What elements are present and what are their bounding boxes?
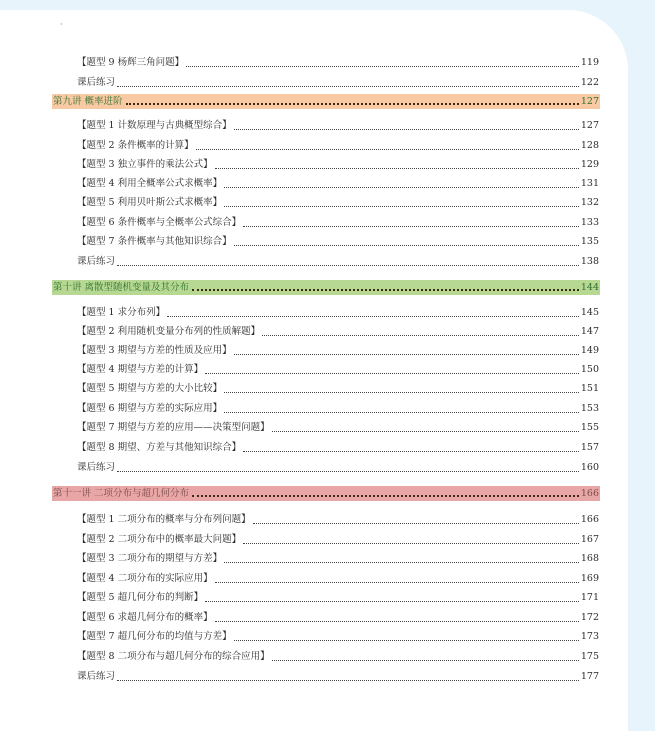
toc-entry-title: 【题型 8 期望、方差与其他知识综合】 xyxy=(77,442,242,453)
toc-entry-page: 129 xyxy=(580,159,599,170)
toc-entry[interactable] xyxy=(77,344,599,358)
leader-dots xyxy=(186,66,579,67)
leader-dots xyxy=(117,265,579,266)
toc-entry-page: 169 xyxy=(580,573,599,584)
toc-entry-page: 151 xyxy=(580,383,599,394)
toc-entry-title: 【题型 1 求分布列】 xyxy=(77,307,166,318)
chapter-heading-10[interactable] xyxy=(52,280,600,295)
chapter-page: 127 xyxy=(580,96,599,107)
leader-dots xyxy=(243,543,579,544)
leader-dots xyxy=(253,523,579,524)
toc-entry-page: 128 xyxy=(580,140,599,151)
toc-entry-page: 150 xyxy=(580,364,599,375)
toc-entry-title: 【题型 7 期望与方差的应用——决策型问题】 xyxy=(77,422,270,433)
leader-dots xyxy=(117,680,579,681)
chapter-page: 166 xyxy=(580,488,599,499)
toc-entry-title: 【题型 2 二项分布中的概率最大问题】 xyxy=(77,534,242,545)
toc-entry-page: 135 xyxy=(580,236,599,247)
toc-entry-page: 133 xyxy=(580,217,599,228)
toc-entry-title: 【题型 4 利用全概率公式求概率】 xyxy=(77,178,223,189)
leader-dots xyxy=(224,412,579,413)
leader-dots xyxy=(234,640,579,641)
leader-dots xyxy=(234,129,579,130)
toc-entry[interactable] xyxy=(77,402,599,416)
toc-entry-page: 132 xyxy=(580,197,599,208)
leader-dots xyxy=(205,373,579,374)
toc-entry-page: 167 xyxy=(580,534,599,545)
toc-entry-page: 171 xyxy=(580,592,599,603)
leader-dots xyxy=(196,149,579,150)
toc-entry-page: 153 xyxy=(580,403,599,414)
chapter-heading-11[interactable] xyxy=(52,486,600,501)
leader-dots xyxy=(243,226,579,227)
toc-entry-title: 【题型 5 超几何分布的判断】 xyxy=(77,592,204,603)
toc-entry[interactable] xyxy=(77,158,599,172)
toc-entry-title: 【题型 7 条件概率与其他知识综合】 xyxy=(77,236,232,247)
toc-entry-title: 课后练习 xyxy=(77,256,116,267)
leader-dots xyxy=(167,316,579,317)
toc-entry-title: 【题型 6 求超几何分布的概率】 xyxy=(77,612,213,623)
toc-entry-page: 155 xyxy=(580,422,599,433)
toc-entry[interactable] xyxy=(77,461,599,475)
chapter-heading-9[interactable] xyxy=(52,94,600,109)
toc-entry-title: 【题型 1 计数原理与古典概型综合】 xyxy=(77,120,232,131)
chapter-title: 第九讲 概率进阶 xyxy=(53,96,123,107)
toc-entry[interactable] xyxy=(77,363,599,377)
chapter-title: 第十讲 离散型随机变量及其分布 xyxy=(53,282,190,293)
leader-dots xyxy=(272,660,579,661)
toc-entry[interactable] xyxy=(77,56,599,70)
leader-dots xyxy=(126,103,579,105)
toc-entry[interactable] xyxy=(77,572,599,586)
toc-entry[interactable] xyxy=(77,533,599,547)
toc-entry-page: 119 xyxy=(580,57,599,68)
toc-entry[interactable] xyxy=(77,139,599,153)
toc-entry-title: 课后练习 xyxy=(77,671,116,682)
toc-entry[interactable] xyxy=(77,591,599,605)
toc-entry-page: 166 xyxy=(580,514,599,525)
toc-entry[interactable] xyxy=(77,306,599,320)
leader-dots xyxy=(117,86,579,87)
toc-entry-title: 【题型 4 期望与方差的计算】 xyxy=(77,364,204,375)
leader-dots xyxy=(117,471,579,472)
toc-entry-page: 138 xyxy=(580,256,599,267)
toc-entry-title: 【题型 2 条件概率的计算】 xyxy=(77,140,194,151)
leader-dots xyxy=(215,168,579,169)
leader-dots xyxy=(224,206,579,207)
toc-entry-page: 173 xyxy=(580,631,599,642)
toc-entry-page: 172 xyxy=(580,612,599,623)
toc-entry-page: 177 xyxy=(580,671,599,682)
toc-entry[interactable] xyxy=(77,119,599,133)
toc-entry-title: 【题型 6 期望与方差的实际应用】 xyxy=(77,403,223,414)
toc-entry-page: 168 xyxy=(580,553,599,564)
toc-entry[interactable] xyxy=(77,382,599,396)
toc-entry-title: 【题型 5 利用贝叶斯公式求概率】 xyxy=(77,197,223,208)
toc-entry[interactable] xyxy=(77,650,599,664)
toc-entry-page: 175 xyxy=(580,651,599,662)
toc-sheet xyxy=(0,10,628,731)
leader-dots xyxy=(262,335,579,336)
toc-entry[interactable] xyxy=(77,513,599,527)
toc-entry[interactable] xyxy=(77,441,599,455)
toc-entry[interactable] xyxy=(77,255,599,269)
chapter-title: 第十一讲 二项分布与超几何分布 xyxy=(53,488,190,499)
leader-dots xyxy=(215,582,579,583)
toc-entry[interactable] xyxy=(77,235,599,249)
corner-dot: · xyxy=(60,20,63,29)
leader-dots xyxy=(243,451,579,452)
toc-entry-title: 【题型 6 条件概率与全概率公式综合】 xyxy=(77,217,242,228)
leader-dots xyxy=(192,289,579,291)
toc-entry-title: 【题型 3 期望与方差的性质及应用】 xyxy=(77,345,232,356)
toc-entry[interactable] xyxy=(77,177,599,191)
toc-entry-page: 160 xyxy=(580,462,599,473)
toc-entry-title: 【题型 3 独立事件的乘法公式】 xyxy=(77,159,213,170)
toc-entry-page: 127 xyxy=(580,120,599,131)
leader-dots xyxy=(272,431,579,432)
toc-entry-title: 【题型 9 杨辉三角问题】 xyxy=(77,57,185,68)
toc-entry-page: 157 xyxy=(580,442,599,453)
toc-entry[interactable] xyxy=(77,670,599,684)
toc-entry[interactable] xyxy=(77,196,599,210)
toc-entry[interactable] xyxy=(77,216,599,230)
leader-dots xyxy=(234,245,579,246)
toc-entry-title: 课后练习 xyxy=(77,77,116,88)
toc-entry-title: 【题型 8 二项分布与超几何分布的综合应用】 xyxy=(77,651,270,662)
toc-entry-title: 【题型 7 超几何分布的均值与方差】 xyxy=(77,631,232,642)
toc-entry-page: 145 xyxy=(580,307,599,318)
toc-entry-page: 122 xyxy=(580,77,599,88)
toc-entry-page: 147 xyxy=(580,326,599,337)
leader-dots xyxy=(215,621,579,622)
toc-entry-title: 【题型 1 二项分布的概率与分布列问题】 xyxy=(77,514,251,525)
toc-entry[interactable] xyxy=(77,630,599,644)
toc-entry-title: 课后练习 xyxy=(77,462,116,473)
leader-dots xyxy=(224,187,579,188)
toc-entry[interactable] xyxy=(77,325,599,339)
toc-entry-title: 【题型 5 期望与方差的大小比较】 xyxy=(77,383,223,394)
leader-dots xyxy=(224,562,579,563)
toc-entry[interactable] xyxy=(77,76,599,90)
toc-entry-page: 149 xyxy=(580,345,599,356)
leader-dots xyxy=(234,354,579,355)
leader-dots xyxy=(192,495,579,497)
toc-entry[interactable] xyxy=(77,552,599,566)
toc-entry-page: 131 xyxy=(580,178,599,189)
leader-dots xyxy=(205,601,579,602)
toc-entry-title: 【题型 3 二项分布的期望与方差】 xyxy=(77,553,223,564)
toc-entry-title: 【题型 2 利用随机变量分布列的性质解题】 xyxy=(77,326,261,337)
toc-entry[interactable] xyxy=(77,421,599,435)
leader-dots xyxy=(224,392,579,393)
toc-entry-title: 【题型 4 二项分布的实际应用】 xyxy=(77,573,213,584)
toc-entry[interactable] xyxy=(77,611,599,625)
chapter-page: 144 xyxy=(580,282,599,293)
